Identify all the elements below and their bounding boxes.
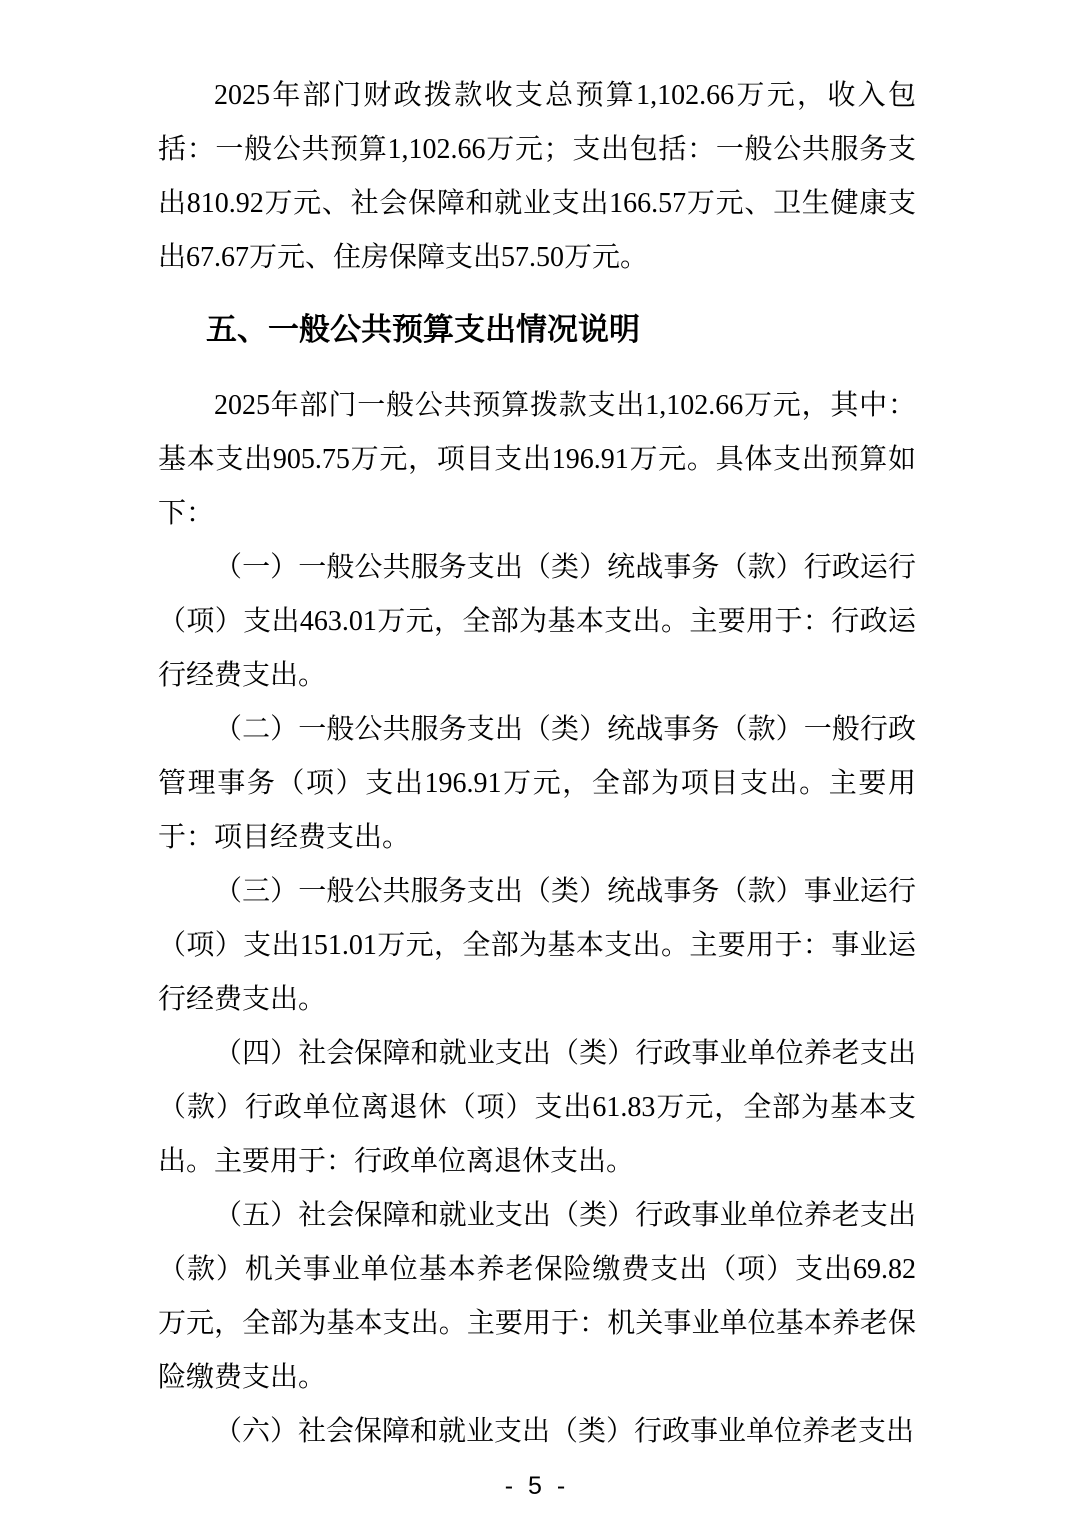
section-heading: 五、一般公共预算支出情况说明 xyxy=(206,312,640,347)
budget-item-paragraph-1: （一）一般公共服务支出（类）统战事务（款）行政运行（项）支出463.01万元，全部为基本支出。主要用于：行政运行经费支出。 xyxy=(158,552,916,691)
section-lead-paragraph: 2025年部门一般公共预算拨款支出1,102.66万元，其中：基本支出905.75万元，项目支出196.91万元。具体支出预算如下： xyxy=(158,390,916,529)
budget-item-paragraph-3: （三）一般公共服务支出（类）统战事务（款）事业运行（项）支出151.01万元，全部为基本支出。主要用于：事业运行经费支出。 xyxy=(158,876,916,1015)
page-number: - 5 - xyxy=(504,1472,570,1500)
budget-item-paragraph-2: （二）一般公共服务支出（类）统战事务（款）一般行政管理事务（项）支出196.91万元，全部为项目支出。主要用于：项目经费支出。 xyxy=(158,714,916,853)
budget-item-paragraph-5: （五）社会保障和就业支出（类）行政事业单位养老支出（款）机关事业单位基本养老保险缴费支出（项）支出69.82万元，全部为基本支出。主要用于：机关事业单位基本养老保险缴费支出。 xyxy=(158,1200,916,1393)
budget-item-paragraph-4: （四）社会保障和就业支出（类）行政事业单位养老支出（款）行政单位离退休（项）支出61.83万元，全部为基本支出。主要用于：行政单位离退休支出。 xyxy=(158,1038,916,1177)
document-content xyxy=(158,69,916,1459)
intro-paragraph: 2025年部门财政拨款收支总预算1,102.66万元，收入包括：一般公共预算1,102.66万元；支出包括：一般公共服务支出810.92万元、社会保障和就业支出166.57万元、卫生健康支出67.67万元、住房保障支出57.50万元。 xyxy=(158,80,916,273)
budget-item-paragraph-6: （六）社会保障和就业支出（类）行政事业单位养老支出 xyxy=(214,1416,915,1447)
